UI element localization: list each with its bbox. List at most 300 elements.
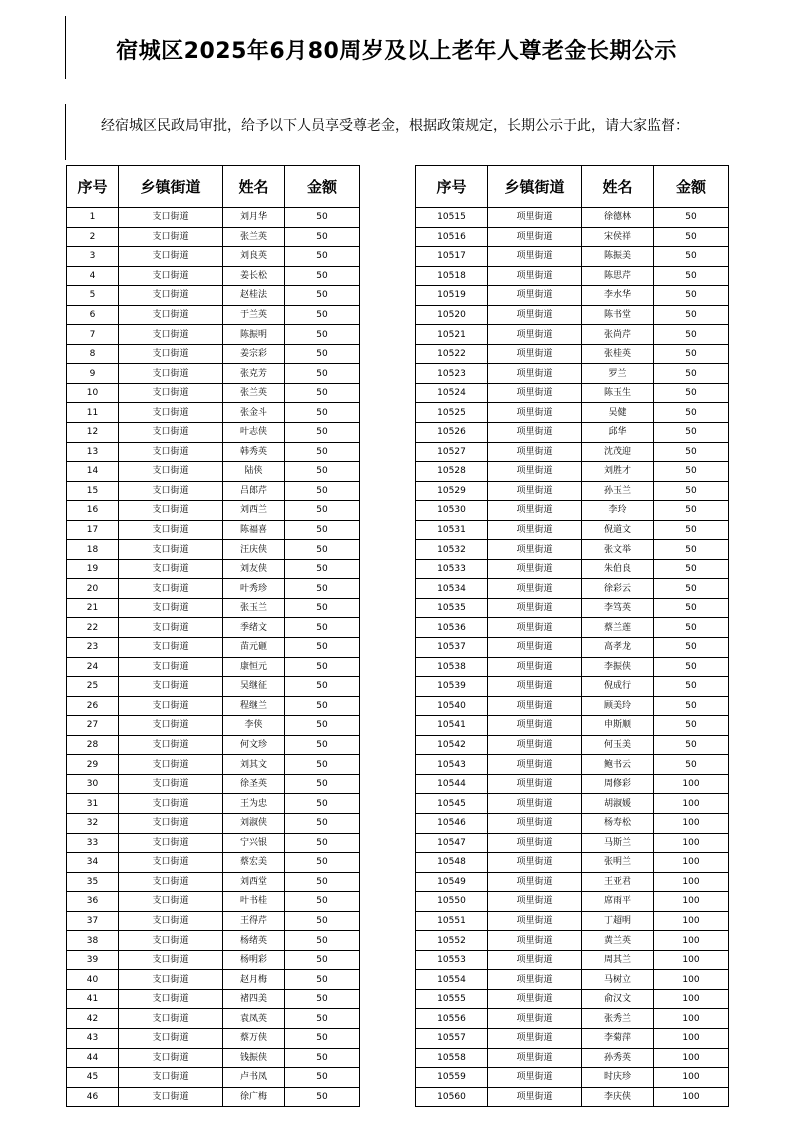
table-row (67, 833, 360, 853)
cell-index: 23 (67, 638, 119, 658)
cell-street: 项里街道 (488, 696, 582, 716)
cell-name: 赵桂法 (223, 286, 285, 306)
cell-street: 支口街道 (119, 1048, 223, 1068)
table-row (67, 501, 360, 521)
cell-name: 蔡万侠 (223, 1028, 285, 1048)
table-row (416, 892, 729, 912)
cell-index: 10556 (416, 1009, 488, 1029)
cell-amount: 50 (285, 520, 360, 540)
table-row (416, 462, 729, 482)
cell-street: 支口街道 (119, 344, 223, 364)
cell-name: 叶志侠 (223, 423, 285, 443)
cell-street: 支口街道 (119, 872, 223, 892)
cell-index: 9 (67, 364, 119, 384)
cell-amount: 50 (285, 755, 360, 775)
cell-amount: 50 (285, 677, 360, 697)
cell-street: 支口街道 (119, 501, 223, 521)
cell-index: 44 (67, 1048, 119, 1068)
cell-street: 项里街道 (488, 266, 582, 286)
table-row (67, 774, 360, 794)
cell-name: 于兰英 (223, 305, 285, 325)
cell-amount: 50 (285, 383, 360, 403)
cell-index: 3 (67, 247, 119, 267)
cell-name: 钱振侠 (223, 1048, 285, 1068)
cell-street: 项里街道 (488, 638, 582, 658)
table-row (416, 501, 729, 521)
cell-index: 20 (67, 579, 119, 599)
table-row (416, 716, 729, 736)
cell-street: 支口街道 (119, 286, 223, 306)
cell-name: 叶书桂 (223, 892, 285, 912)
header-index: 序号 (416, 166, 488, 208)
cell-name: 刘西堂 (223, 872, 285, 892)
cell-street: 项里街道 (488, 657, 582, 677)
cell-amount: 100 (654, 1009, 729, 1029)
cell-amount: 100 (654, 1048, 729, 1068)
cell-street: 项里街道 (488, 794, 582, 814)
cell-amount: 50 (654, 208, 729, 228)
cell-name: 陈振明 (223, 325, 285, 345)
cell-street: 支口街道 (119, 677, 223, 697)
cell-name: 黄兰英 (582, 931, 654, 951)
table-row (67, 247, 360, 267)
cell-name: 张明兰 (582, 853, 654, 873)
cell-amount: 100 (654, 794, 729, 814)
table-row (67, 1068, 360, 1088)
cell-index: 26 (67, 696, 119, 716)
cell-index: 10539 (416, 677, 488, 697)
cell-index: 10558 (416, 1048, 488, 1068)
cell-index: 10520 (416, 305, 488, 325)
cell-name: 李玲 (582, 501, 654, 521)
cell-index: 32 (67, 813, 119, 833)
header-street: 乡镇街道 (119, 166, 223, 208)
cell-street: 支口街道 (119, 774, 223, 794)
cell-name: 刘西兰 (223, 501, 285, 521)
table-row (67, 325, 360, 345)
cell-name: 孙秀英 (582, 1048, 654, 1068)
cell-index: 4 (67, 266, 119, 286)
page-title: 宿城区2025年6月80周岁及以上老年人尊老金长期公示 (116, 39, 677, 64)
table-row (416, 598, 729, 618)
cell-name: 李庆侠 (582, 1087, 654, 1107)
cell-index: 35 (67, 872, 119, 892)
table-row (416, 696, 729, 716)
cell-name: 刘良英 (223, 247, 285, 267)
cell-street: 项里街道 (488, 208, 582, 228)
table-row (416, 559, 729, 579)
table-row (67, 598, 360, 618)
table-row (416, 208, 729, 228)
cell-name: 王为忠 (223, 794, 285, 814)
cell-index: 10526 (416, 423, 488, 443)
table-row (67, 403, 360, 423)
cell-amount: 100 (654, 989, 729, 1009)
cell-amount: 50 (654, 325, 729, 345)
cell-street: 项里街道 (488, 227, 582, 247)
cell-name: 徐德林 (582, 208, 654, 228)
cell-index: 10553 (416, 950, 488, 970)
cell-index: 21 (67, 598, 119, 618)
cell-street: 项里街道 (488, 1009, 582, 1029)
cell-name: 张文举 (582, 540, 654, 560)
cell-amount: 50 (654, 579, 729, 599)
cell-street: 项里街道 (488, 716, 582, 736)
cell-street: 项里街道 (488, 735, 582, 755)
cell-name: 刘友侠 (223, 559, 285, 579)
cell-amount: 100 (654, 833, 729, 853)
cell-index: 10538 (416, 657, 488, 677)
cell-name: 徐圣英 (223, 774, 285, 794)
table-row (67, 462, 360, 482)
cell-name: 周修彩 (582, 774, 654, 794)
cell-name: 马树立 (582, 970, 654, 990)
table-row (67, 481, 360, 501)
cell-index: 10518 (416, 266, 488, 286)
cell-street: 支口街道 (119, 462, 223, 482)
cell-amount: 50 (285, 325, 360, 345)
cell-street: 项里街道 (488, 579, 582, 599)
table-row (416, 911, 729, 931)
cell-name: 时庆珍 (582, 1068, 654, 1088)
cell-amount: 50 (285, 989, 360, 1009)
table-row (67, 1048, 360, 1068)
cell-index: 10524 (416, 383, 488, 403)
cell-amount: 50 (285, 970, 360, 990)
cell-street: 支口街道 (119, 208, 223, 228)
cell-street: 支口街道 (119, 1068, 223, 1088)
cell-amount: 50 (654, 598, 729, 618)
cell-name: 刘胜才 (582, 462, 654, 482)
cell-name: 倪成行 (582, 677, 654, 697)
header-name: 姓名 (223, 166, 285, 208)
table-right (415, 165, 729, 1107)
header-index: 序号 (67, 166, 119, 208)
table-row (67, 1028, 360, 1048)
cell-street: 支口街道 (119, 1087, 223, 1107)
table-row (416, 1028, 729, 1048)
cell-name: 张金斗 (223, 403, 285, 423)
cell-name: 席雨平 (582, 892, 654, 912)
cell-index: 18 (67, 540, 119, 560)
cell-name: 丁超明 (582, 911, 654, 931)
table-right-body (416, 208, 729, 1107)
cell-amount: 50 (654, 657, 729, 677)
cell-amount: 50 (285, 911, 360, 931)
cell-name: 季绪文 (223, 618, 285, 638)
cell-name: 俞汉文 (582, 989, 654, 1009)
cell-index: 11 (67, 403, 119, 423)
table-row (416, 853, 729, 873)
table-row (416, 1009, 729, 1029)
table-row (67, 755, 360, 775)
cell-name: 陆侠 (223, 462, 285, 482)
table-row (416, 970, 729, 990)
cell-index: 10549 (416, 872, 488, 892)
cell-name: 鲍书云 (582, 755, 654, 775)
cell-name: 陈思芹 (582, 266, 654, 286)
cell-index: 10546 (416, 813, 488, 833)
cell-amount: 50 (285, 833, 360, 853)
cell-index: 43 (67, 1028, 119, 1048)
cell-index: 17 (67, 520, 119, 540)
cell-index: 28 (67, 735, 119, 755)
cell-name: 叶秀珍 (223, 579, 285, 599)
table-row (416, 286, 729, 306)
cell-amount: 50 (654, 227, 729, 247)
table-row (416, 266, 729, 286)
cell-name: 刘淑侠 (223, 813, 285, 833)
cell-name: 马斯兰 (582, 833, 654, 853)
cell-name: 张秀兰 (582, 1009, 654, 1029)
cell-street: 支口街道 (119, 853, 223, 873)
cell-amount: 50 (285, 1068, 360, 1088)
cell-name: 吴健 (582, 403, 654, 423)
table-right-header-row (416, 166, 729, 208)
cell-name: 顾美玲 (582, 696, 654, 716)
cell-street: 支口街道 (119, 1028, 223, 1048)
table-row (416, 423, 729, 443)
cell-index: 37 (67, 911, 119, 931)
cell-street: 项里街道 (488, 970, 582, 990)
cell-name: 李侠 (223, 716, 285, 736)
table-row (416, 403, 729, 423)
cell-amount: 50 (285, 227, 360, 247)
cell-street: 支口街道 (119, 423, 223, 443)
cell-name: 吴继征 (223, 677, 285, 697)
cell-amount: 50 (654, 501, 729, 521)
cell-street: 项里街道 (488, 677, 582, 697)
cell-street: 项里街道 (488, 1048, 582, 1068)
cell-street: 项里街道 (488, 833, 582, 853)
table-row (416, 325, 729, 345)
cell-index: 13 (67, 442, 119, 462)
cell-index: 10552 (416, 931, 488, 951)
cell-street: 项里街道 (488, 1087, 582, 1107)
cell-amount: 50 (654, 266, 729, 286)
cell-name: 杨绪英 (223, 931, 285, 951)
cell-street: 支口街道 (119, 755, 223, 775)
cell-name: 申斯顺 (582, 716, 654, 736)
cell-street: 支口街道 (119, 833, 223, 853)
cell-name: 陈书堂 (582, 305, 654, 325)
cell-name: 孙玉兰 (582, 481, 654, 501)
table-left-header-row (67, 166, 360, 208)
table-row (416, 383, 729, 403)
cell-amount: 50 (654, 520, 729, 540)
table-row (67, 1009, 360, 1029)
cell-index: 10517 (416, 247, 488, 267)
cell-amount: 50 (654, 383, 729, 403)
cell-amount: 100 (654, 931, 729, 951)
cell-street: 项里街道 (488, 247, 582, 267)
cell-amount: 50 (285, 618, 360, 638)
cell-index: 10537 (416, 638, 488, 658)
cell-street: 支口街道 (119, 266, 223, 286)
cell-name: 邱华 (582, 423, 654, 443)
cell-street: 项里街道 (488, 462, 582, 482)
cell-street: 项里街道 (488, 853, 582, 873)
cell-amount: 50 (285, 950, 360, 970)
cell-index: 16 (67, 501, 119, 521)
cell-name: 胡淑媛 (582, 794, 654, 814)
cell-index: 31 (67, 794, 119, 814)
cell-index: 2 (67, 227, 119, 247)
cell-amount: 50 (285, 247, 360, 267)
cell-name: 周其兰 (582, 950, 654, 970)
table-row (416, 931, 729, 951)
cell-name: 徐广梅 (223, 1087, 285, 1107)
cell-index: 27 (67, 716, 119, 736)
cell-amount: 100 (654, 813, 729, 833)
cell-street: 支口街道 (119, 794, 223, 814)
cell-amount: 50 (285, 344, 360, 364)
cell-street: 项里街道 (488, 364, 582, 384)
cell-name: 张玉兰 (223, 598, 285, 618)
table-row (67, 794, 360, 814)
cell-amount: 50 (285, 305, 360, 325)
table-row (67, 813, 360, 833)
cell-street: 项里街道 (488, 383, 582, 403)
cell-name: 蔡兰莲 (582, 618, 654, 638)
cell-index: 41 (67, 989, 119, 1009)
cell-street: 支口街道 (119, 931, 223, 951)
header-amount: 金额 (654, 166, 729, 208)
cell-index: 12 (67, 423, 119, 443)
header-name: 姓名 (582, 166, 654, 208)
cell-amount: 50 (654, 286, 729, 306)
cell-amount: 50 (285, 208, 360, 228)
cell-street: 项里街道 (488, 618, 582, 638)
cell-index: 39 (67, 950, 119, 970)
table-row (416, 305, 729, 325)
cell-street: 支口街道 (119, 716, 223, 736)
cell-street: 支口街道 (119, 383, 223, 403)
table-row (67, 950, 360, 970)
cell-index: 10 (67, 383, 119, 403)
cell-name: 朱伯良 (582, 559, 654, 579)
table-row (67, 579, 360, 599)
table-row (67, 892, 360, 912)
cell-amount: 50 (654, 442, 729, 462)
cell-name: 徐彩云 (582, 579, 654, 599)
cell-index: 6 (67, 305, 119, 325)
cell-index: 10527 (416, 442, 488, 462)
cell-street: 项里街道 (488, 325, 582, 345)
cell-street: 项里街道 (488, 598, 582, 618)
cell-amount: 50 (654, 305, 729, 325)
table-row (416, 755, 729, 775)
cell-street: 支口街道 (119, 481, 223, 501)
cell-street: 项里街道 (488, 950, 582, 970)
cell-street: 支口街道 (119, 325, 223, 345)
cell-street: 支口街道 (119, 364, 223, 384)
cell-amount: 50 (285, 1028, 360, 1048)
cell-street: 支口街道 (119, 442, 223, 462)
cell-index: 36 (67, 892, 119, 912)
table-row (67, 559, 360, 579)
table-row (416, 638, 729, 658)
table-row (416, 872, 729, 892)
table-row (416, 794, 729, 814)
cell-street: 支口街道 (119, 579, 223, 599)
cell-street: 项里街道 (488, 872, 582, 892)
cell-name: 姜宗彩 (223, 344, 285, 364)
cell-street: 支口街道 (119, 618, 223, 638)
cell-amount: 50 (285, 813, 360, 833)
cell-amount: 50 (654, 755, 729, 775)
table-row (67, 970, 360, 990)
cell-street: 支口街道 (119, 735, 223, 755)
table-row (416, 344, 729, 364)
cell-street: 项里街道 (488, 442, 582, 462)
cell-name: 杨明彩 (223, 950, 285, 970)
table-row (67, 344, 360, 364)
cell-amount: 100 (654, 872, 729, 892)
cell-street: 支口街道 (119, 696, 223, 716)
table-row (67, 208, 360, 228)
table-row (416, 950, 729, 970)
cell-street: 项里街道 (488, 1028, 582, 1048)
table-row (416, 833, 729, 853)
cell-index: 10515 (416, 208, 488, 228)
cell-name: 蔡宏美 (223, 853, 285, 873)
cell-name: 张兰英 (223, 227, 285, 247)
cell-name: 李菊萍 (582, 1028, 654, 1048)
table-row (67, 364, 360, 384)
table-row (67, 423, 360, 443)
cell-name: 程继兰 (223, 696, 285, 716)
cell-street: 支口街道 (119, 598, 223, 618)
cell-amount: 50 (285, 794, 360, 814)
cell-amount: 50 (654, 423, 729, 443)
cell-street: 项里街道 (488, 892, 582, 912)
table-row (416, 579, 729, 599)
cell-amount: 100 (654, 853, 729, 873)
cell-index: 10532 (416, 540, 488, 560)
intro-text: 经宿城区民政局审批，给予以下人员享受尊老金，根据政策规定，长期公示于此，请大家监督： (101, 118, 689, 134)
table-row (67, 696, 360, 716)
cell-amount: 100 (654, 1087, 729, 1107)
cell-index: 10554 (416, 970, 488, 990)
cell-street: 项里街道 (488, 755, 582, 775)
cell-street: 支口街道 (119, 520, 223, 540)
cell-index: 45 (67, 1068, 119, 1088)
cell-street: 支口街道 (119, 970, 223, 990)
cell-index: 10534 (416, 579, 488, 599)
cell-amount: 50 (285, 1048, 360, 1068)
table-row (416, 481, 729, 501)
table-row (67, 638, 360, 658)
table-row (67, 540, 360, 560)
cell-amount: 50 (285, 892, 360, 912)
cell-street: 项里街道 (488, 286, 582, 306)
cell-index: 25 (67, 677, 119, 697)
table-row (416, 657, 729, 677)
table-row (416, 1087, 729, 1107)
cell-name: 张克芳 (223, 364, 285, 384)
header-street: 乡镇街道 (488, 166, 582, 208)
cell-amount: 50 (285, 266, 360, 286)
table-row (67, 989, 360, 1009)
cell-name: 王得芹 (223, 911, 285, 931)
cell-name: 张尚芹 (582, 325, 654, 345)
margin-rule-intro (65, 104, 66, 160)
cell-index: 8 (67, 344, 119, 364)
table-row (67, 677, 360, 697)
cell-street: 项里街道 (488, 540, 582, 560)
cell-name: 陈玉生 (582, 383, 654, 403)
